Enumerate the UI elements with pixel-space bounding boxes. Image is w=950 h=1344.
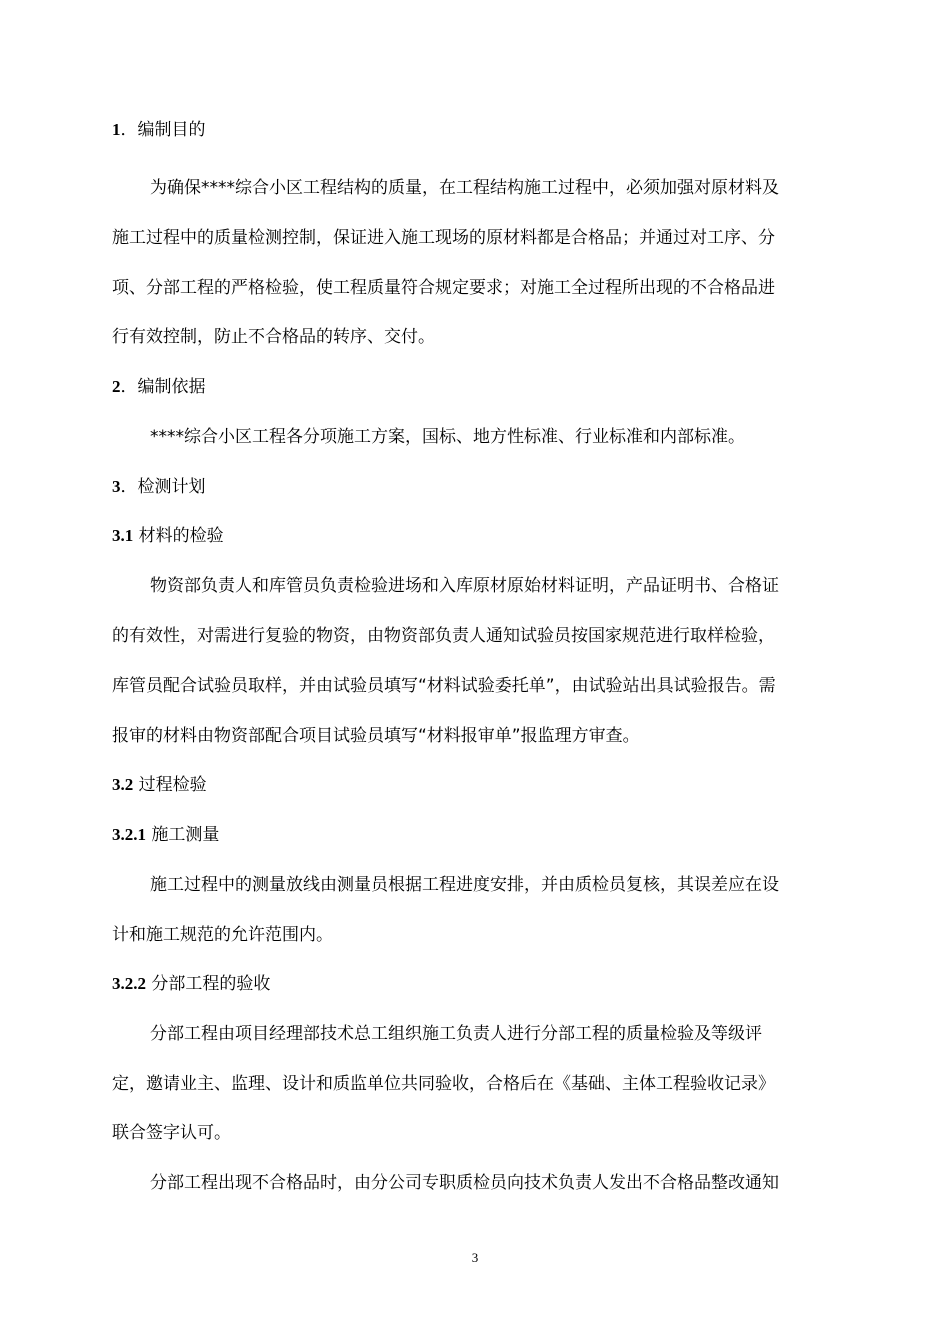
section-1-heading (112, 118, 206, 142)
section-3-1-para-line: 报审的材料由物资部配合项目试验员填写“材料报审单”报监理方审查。 (112, 726, 640, 746)
section-1-para-line: 项、分部工程的严格检验，使工程质量符合规定要求；对施工全过程所出现的不合格品进 (112, 278, 775, 298)
section-3-1-number: 3.1 (112, 526, 134, 545)
section-2-number: 2 (112, 377, 121, 396)
section-3-number: 3 (112, 477, 121, 496)
section-3-1-para-line: 的有效性，对需进行复验的物资，由物资部负责人通知试验员按国家规范进行取样检验， (112, 626, 775, 646)
section-3-2-1-heading (112, 823, 219, 847)
section-3-2-1-para-line: 计和施工规范的允许范围内。 (112, 925, 333, 945)
section-2-heading (112, 375, 206, 399)
section-1-para-line: 行有效控制，防止不合格品的转序、交付。 (112, 327, 435, 347)
section-3-2-2-para-line: 分部工程由项目经理部技术总工组织施工负责人进行分部工程的质量检验及等级评 (150, 1024, 762, 1044)
section-3-title: ．检测计划 (120, 477, 206, 497)
section-3-2-2-para-line: 定，邀请业主、监理、设计和质监单位共同验收，合格后在《基础、主体工程验收记录》 (112, 1074, 775, 1094)
section-3-2-1-number: 3.2.1 (112, 825, 146, 844)
page-number: 3 (471, 1250, 479, 1265)
section-1-title: ．编制目的 (120, 120, 206, 140)
section-3-2-1-title: 施工测量 (151, 825, 220, 845)
section-3-1-para-line: 物资部负责人和库管员负责检验进场和入库原材原始材料证明，产品证明书、合格证 (150, 576, 779, 596)
section-3-2-title: 过程检验 (138, 775, 207, 795)
section-3-2-1-para-line: 施工过程中的测量放线由测量员根据工程进度安排，并由质检员复核，其误差应在设 (150, 875, 779, 895)
section-3-2-2-para-line: 联合签字认可。 (112, 1123, 231, 1143)
section-3-1-heading (112, 524, 224, 548)
section-1-para-line: 为确保****综合小区工程结构的质量，在工程结构施工过程中，必须加强对原材料及 (150, 178, 779, 198)
section-2-title: ．编制依据 (120, 377, 206, 397)
section-3-2-2-title: 分部工程的验收 (151, 974, 271, 994)
section-2-para-line: ****综合小区工程各分项施工方案，国标、地方性标准、行业标准和内部标准。 (150, 427, 745, 447)
section-3-2-number: 3.2 (112, 775, 134, 794)
section-3-heading (112, 475, 206, 499)
section-3-1-title: 材料的检验 (138, 526, 224, 546)
section-3-1-para-line: 库管员配合试验员取样，并由试验员填写“材料试验委托单”，由试验站出具试验报告。需 (112, 676, 776, 696)
section-3-2-2-para-line: 分部工程出现不合格品时，由分公司专职质检员向技术负责人发出不合格品整改通知 (150, 1173, 779, 1193)
section-3-2-heading (112, 773, 207, 797)
section-3-2-2-number: 3.2.2 (112, 974, 146, 993)
section-1-para-line: 施工过程中的质量检测控制，保证进入施工现场的原材料都是合格品；并通过对工序、分 (112, 228, 775, 248)
section-1-number: 1 (112, 120, 121, 139)
section-3-2-2-heading (112, 972, 270, 996)
